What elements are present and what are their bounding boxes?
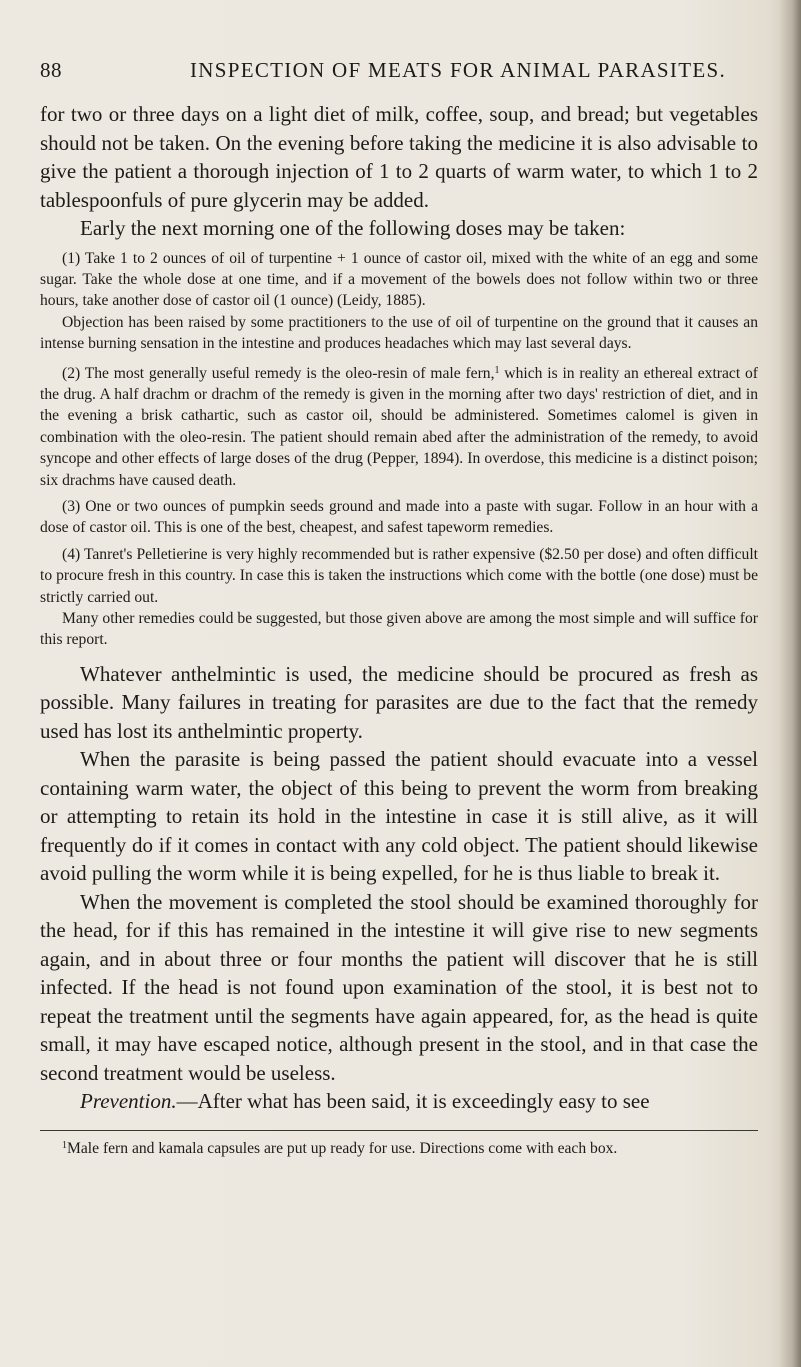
paragraph-examination: When the movement is completed the stool should be examined thoroughly for the head, for if this has remained in the intestine it will give rise to new segments again, and in about three or four months the patient will discover that he is still infected. If the head is not found upon examination of the stool, it is best not to repeat the treatment until the segments have again appeared, for, as the head is quite small, it may have escaped notice, although present in the stool, and in that case the second treatment would be useless.: [40, 889, 758, 1085]
footnote-rule: [40, 1130, 758, 1131]
remedy-item-turpentine: (1) Take 1 to 2 ounces of oil of turpentine + 1 ounce of castor oil, mixed with the white of an egg and some sugar. Take the whole dose at one time, and if a movement of the bowels does not follow within two or three hours, take another dose of castor oil (1 ounce) (Leidy, 1885).: [40, 249, 758, 310]
remedy-item-male-fern-text: (2) The most generally useful remedy is the oleo-resin of male fern,: [62, 364, 495, 382]
paragraph-doses-intro: Early the next morning one of the following doses may be taken:: [80, 216, 626, 240]
page-number: 88: [40, 58, 62, 82]
footnote-marker: 1: [62, 1139, 67, 1151]
footnote: [40, 1135, 758, 1159]
remedy-item-others: Many other remedies could be suggested, but those given above are among the most simple and will suffice for this report.: [40, 610, 758, 649]
page-edge-shadow: [779, 0, 801, 1367]
remedy-item-male-fern: [40, 360, 758, 491]
footnote-reference: 1: [494, 364, 500, 376]
running-head: [40, 58, 752, 86]
prevention-heading: Prevention.: [80, 1089, 177, 1114]
paragraph-diet: for two or three days on a light diet of milk, coffee, soup, and bread; but vegetables should not be taken. On the evening before taking the medicine it is also advisable to give the patient a thorough injection of 1 to 2 quarts of warm water, to which 1 to 2 tablespoonfuls of pure glycerin may be added.: [40, 102, 758, 212]
paragraph-freshness: Whatever anthelmintic is used, the medicine should be procured as fresh as possible. Many failures in treating for parasites are due to the fact that the remedy used has lost its anthelmintic property.: [40, 661, 758, 743]
prevention-text: —After what has been said, it is exceedingly easy to see: [176, 1089, 650, 1114]
remedy-item-pumpkin-seeds: (3) One or two ounces of pumpkin seeds ground and made into a paste with sugar. Follow in an hour with a dose of castor oil. This is one of the best, cheapest, and safest tapeworm remedies.: [40, 497, 758, 537]
paragraph-prevention: [40, 1087, 758, 1116]
remedy-item-male-fern-text-cont: which is in reality an ethereal extract of the drug. A half drachm or drachm of the remedy is given in the morning after two days' restriction of diet, and in the evening a brisk cathartic, such as castor oil, should be administered. Sometimes calomel is given in combination with the oleo-resin. The patient should remain abed after the administration of the remedy, to avoid syncope and other effects of large doses of the drug (Pepper, 1894). In overdose, this medicine is a distinct poison; six drachms have caused death.: [40, 364, 758, 489]
remedy-item-pelletierine: (4) Tanret's Pelletierine is very highly recommended but is rather expensive ($2.50 per dose) and often difficult to procure fresh in this country. In case this is taken the instructions which come with the bottle (one dose) must be strictly carried out.: [40, 545, 758, 606]
remedy-item-turpentine-objection: Objection has been raised by some practitioners to the use of oil of turpentine on the ground that it causes an intense burning sensation in the intestine and produces headaches which may last several days.: [40, 313, 758, 353]
footnote-text: Male fern and kamala capsules are put up ready for use. Directions come with each box.: [67, 1139, 618, 1157]
body-text: [40, 100, 758, 1159]
running-head-title: INSPECTION OF MEATS FOR ANIMAL PARASITES.: [190, 58, 726, 82]
paragraph-evacuation: When the parasite is being passed the patient should evacuate into a vessel containing warm water, the object of this being to prevent the worm from breaking or attempting to retain its hold in the intestine in case it is still alive, as it will frequently do if it comes in contact with any cold object. The patient should likewise avoid pulling the worm while it is being expelled, for he is thus liable to break it.: [40, 747, 758, 886]
